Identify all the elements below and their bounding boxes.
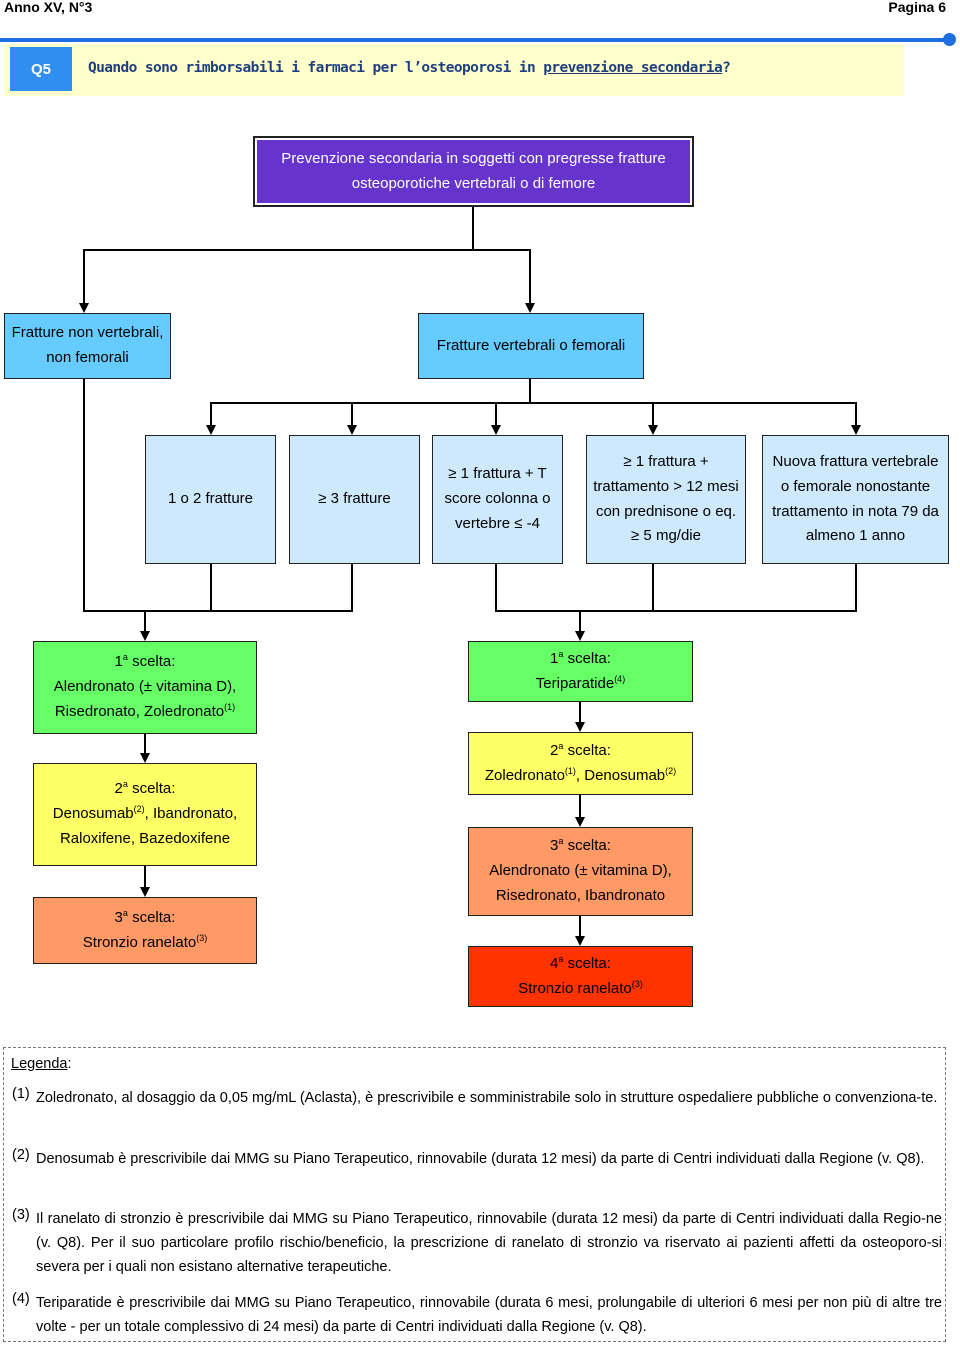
criterion-1-label: 1 o 2 fratture: [167, 490, 254, 508]
footnote-ref: (4): [614, 673, 626, 684]
connector: [855, 564, 857, 611]
question-end: ?: [722, 60, 731, 76]
left-first-line1: Alendronato (± vitamina D),: [53, 678, 237, 696]
criterion-5-line3: trattamento in nota 79 da: [772, 502, 939, 520]
choice-word: scelta:: [563, 649, 611, 667]
header-rule: [0, 38, 952, 42]
connector: [495, 610, 857, 612]
legend-title: Legenda: [11, 1056, 68, 1072]
choice-word: scelta:: [563, 741, 611, 759]
right-third-line2: Risedronato, Ibandronato: [495, 886, 666, 904]
criterion-3-line3: vertebre: [455, 514, 515, 532]
branch-vertebral: [418, 313, 644, 379]
connector: [579, 702, 581, 723]
arrow-icon: [525, 303, 535, 313]
arrow-icon: [575, 631, 585, 641]
ordinal-suffix: a: [558, 740, 564, 751]
arrow-icon: [140, 887, 150, 897]
ordinal-suffix: a: [122, 907, 128, 918]
right-first-choice: [468, 641, 693, 702]
right-second-line1b: , Denosumab: [575, 766, 666, 784]
criterion-1-2-fractures: [145, 435, 276, 564]
connector: [529, 249, 531, 304]
ordinal: 1: [114, 653, 123, 671]
legend-title-wrap: [11, 1056, 71, 1072]
footnote-ref: (1): [224, 701, 236, 712]
right-fourth-choice: [468, 946, 693, 1007]
header-rule-dot: [943, 33, 956, 46]
top-box: [253, 136, 694, 207]
ordinal-suffix: a: [122, 779, 128, 790]
note-text: Teriparatide è prescrivibile dai MMG su Piano Terapeutico, rinnovabile (durata 6 mesi, prolungabile di ulteriori 6 mesi per non più di altre tre volte - per un totale complessivo di 24 mesi) da parte di Centri individuati dalla Regione (v. Q8).: [36, 1295, 942, 1335]
connector: [579, 610, 581, 632]
left-third-line1: Stronzio ranelato: [82, 933, 197, 951]
connector: [83, 249, 531, 251]
ordinal-suffix: a: [558, 836, 564, 847]
criterion-5-line1: Nuova frattura vertebrale: [772, 453, 939, 470]
note-number: (1): [12, 1086, 30, 1102]
choice-word: scelta:: [127, 780, 176, 798]
arrow-icon: [79, 303, 89, 313]
note-number: (3): [12, 1207, 30, 1223]
connector: [210, 402, 212, 426]
connector: [579, 795, 581, 818]
legend-colon: :: [67, 1056, 72, 1072]
arrow-icon: [140, 753, 150, 763]
footnote-ref: (3): [631, 978, 643, 989]
left-second-choice: [33, 763, 257, 866]
ordinal-suffix: a: [558, 953, 564, 964]
note-number: (2): [12, 1147, 30, 1163]
footnote-ref: (2): [665, 765, 677, 776]
note-text: Zoledronato, al dosaggio da 0,05 mg/mL (Aclasta), è prescrivibile e somministrabile solo in strutture ospedaliere pubbliche o convenziona-te.: [36, 1090, 938, 1106]
connector: [652, 402, 654, 426]
criterion-3-line2: score colonna o: [444, 490, 551, 508]
choice-word: scelta:: [563, 837, 611, 855]
branch-non-vertebral-line2: non femorali: [46, 349, 129, 366]
arrow-icon: [347, 425, 357, 435]
question-tag: Q5: [10, 47, 72, 91]
criterion-4-line2: trattamento > 12 mesi: [593, 477, 739, 495]
ordinal: 3: [550, 837, 559, 855]
choice-word: scelta:: [127, 653, 176, 671]
left-second-line1b: , Ibandronato,: [144, 805, 238, 823]
arrow-icon: [851, 425, 861, 435]
criterion-4-line1: 1 frattura +: [631, 453, 709, 470]
criterion-3-fractures: [289, 435, 420, 564]
connector: [351, 564, 353, 611]
top-box-line2: osteoporotiche vertebrali o di femore: [351, 174, 596, 192]
leq-symbol: ≤: [514, 514, 523, 532]
criterion-4-line4: 5 mg/die: [639, 527, 701, 545]
right-first-line1: Teriparatide: [535, 674, 615, 692]
criterion-tscore: [432, 435, 563, 564]
arrow-icon: [140, 631, 150, 641]
connector: [495, 564, 497, 611]
ordinal: 2: [550, 741, 559, 759]
question-underlined: prevenzione secondaria: [543, 60, 723, 76]
criterion-5-line4: almeno 1 anno: [805, 527, 906, 545]
issue-label: Anno XV, N°3: [4, 0, 93, 15]
criterion-new-fracture: [762, 435, 949, 564]
right-fourth-line1: Stronzio ranelato: [518, 979, 632, 997]
legend-box: [3, 1047, 946, 1342]
choice-word: scelta:: [127, 908, 176, 926]
ordinal-suffix: a: [122, 652, 128, 663]
connector: [579, 916, 581, 937]
ordinal: 2: [114, 780, 123, 798]
arrow-icon: [575, 722, 585, 732]
left-third-choice: [33, 897, 257, 964]
footnote-ref: (2): [133, 804, 145, 815]
connector: [210, 402, 857, 404]
ordinal-suffix: a: [558, 648, 564, 659]
geq-symbol: ≥: [448, 465, 457, 483]
connector: [83, 379, 85, 611]
note-text: Denosumab è prescrivibile dai MMG su Piano Terapeutico, rinnovabile (durata 12 mesi) da parte di Centri individuati dalla Regione (v. Q8).: [36, 1151, 925, 1167]
connector: [83, 249, 85, 304]
branch-vertebral-label: Fratture vertebrali o femorali: [436, 336, 626, 354]
connector: [855, 402, 857, 426]
connector: [83, 610, 353, 612]
connector: [652, 564, 654, 611]
ordinal: 1: [550, 649, 559, 667]
branch-non-vertebral: [4, 313, 171, 379]
arrow-icon: [648, 425, 658, 435]
footnote-ref: (1): [564, 765, 576, 776]
criterion-5-line2: o femorale nonostante: [780, 477, 931, 495]
criterion-3-line3b: -4: [522, 514, 540, 532]
criterion-3-line1: 1 frattura + T: [456, 465, 547, 483]
connector: [472, 207, 474, 250]
connector: [529, 379, 531, 403]
left-second-line2: Raloxifene, Bazedoxifene: [59, 829, 231, 847]
right-third-line1: Alendronato (± vitamina D),: [489, 862, 672, 880]
connector: [210, 564, 212, 611]
connector: [144, 734, 146, 754]
branch-non-vertebral-line1: Fratture non vertebrali,: [11, 324, 164, 342]
top-box-line1: Prevenzione secondaria in soggetti con pregresse fratture: [281, 149, 666, 167]
ordinal: 3: [114, 908, 123, 926]
ordinal: 4: [550, 954, 559, 972]
left-first-line2: Risedronato, Zoledronato: [54, 702, 225, 720]
footnote-ref: (3): [196, 932, 208, 943]
right-second-choice: [468, 732, 693, 795]
question-main: Quando sono rimborsabili i farmaci per l’osteoporosi in: [88, 60, 544, 76]
left-second-line1: Denosumab: [52, 805, 134, 823]
criterion-2-label: 3 fratture: [326, 490, 391, 508]
geq-symbol: ≥: [318, 490, 327, 508]
connector: [351, 402, 353, 426]
page-number: Pagina 6: [888, 0, 946, 15]
right-second-line1: Zoledronato: [484, 766, 565, 784]
arrow-icon: [491, 425, 501, 435]
arrow-icon: [575, 817, 585, 827]
note-number: (4): [12, 1291, 30, 1307]
question-text: [88, 60, 730, 76]
arrow-icon: [575, 936, 585, 946]
connector: [144, 866, 146, 888]
criterion-4-line3: con prednisone o eq.: [595, 502, 737, 520]
geq-symbol: ≥: [623, 453, 632, 470]
connector: [495, 402, 497, 426]
note-text: Il ranelato di stronzio è prescrivibile dai MMG su Piano Terapeutico, rinnovabile (durata 12 mesi) da parte di Centri individuati dalla Regio-ne (v. Q8). Per il suo particolare profilo rischio/beneficio, la prescrizione di ranelato di stronzio va riservato ai pazienti affetti da osteoporo-si severa per i quali non esistano alternative terapeutiche.: [36, 1211, 942, 1275]
choice-word: scelta:: [563, 954, 611, 972]
criterion-prednisone: [586, 435, 746, 564]
geq-symbol: ≥: [631, 527, 640, 545]
right-third-choice: [468, 827, 693, 916]
connector: [144, 610, 146, 632]
left-first-choice: [33, 641, 257, 734]
arrow-icon: [206, 425, 216, 435]
